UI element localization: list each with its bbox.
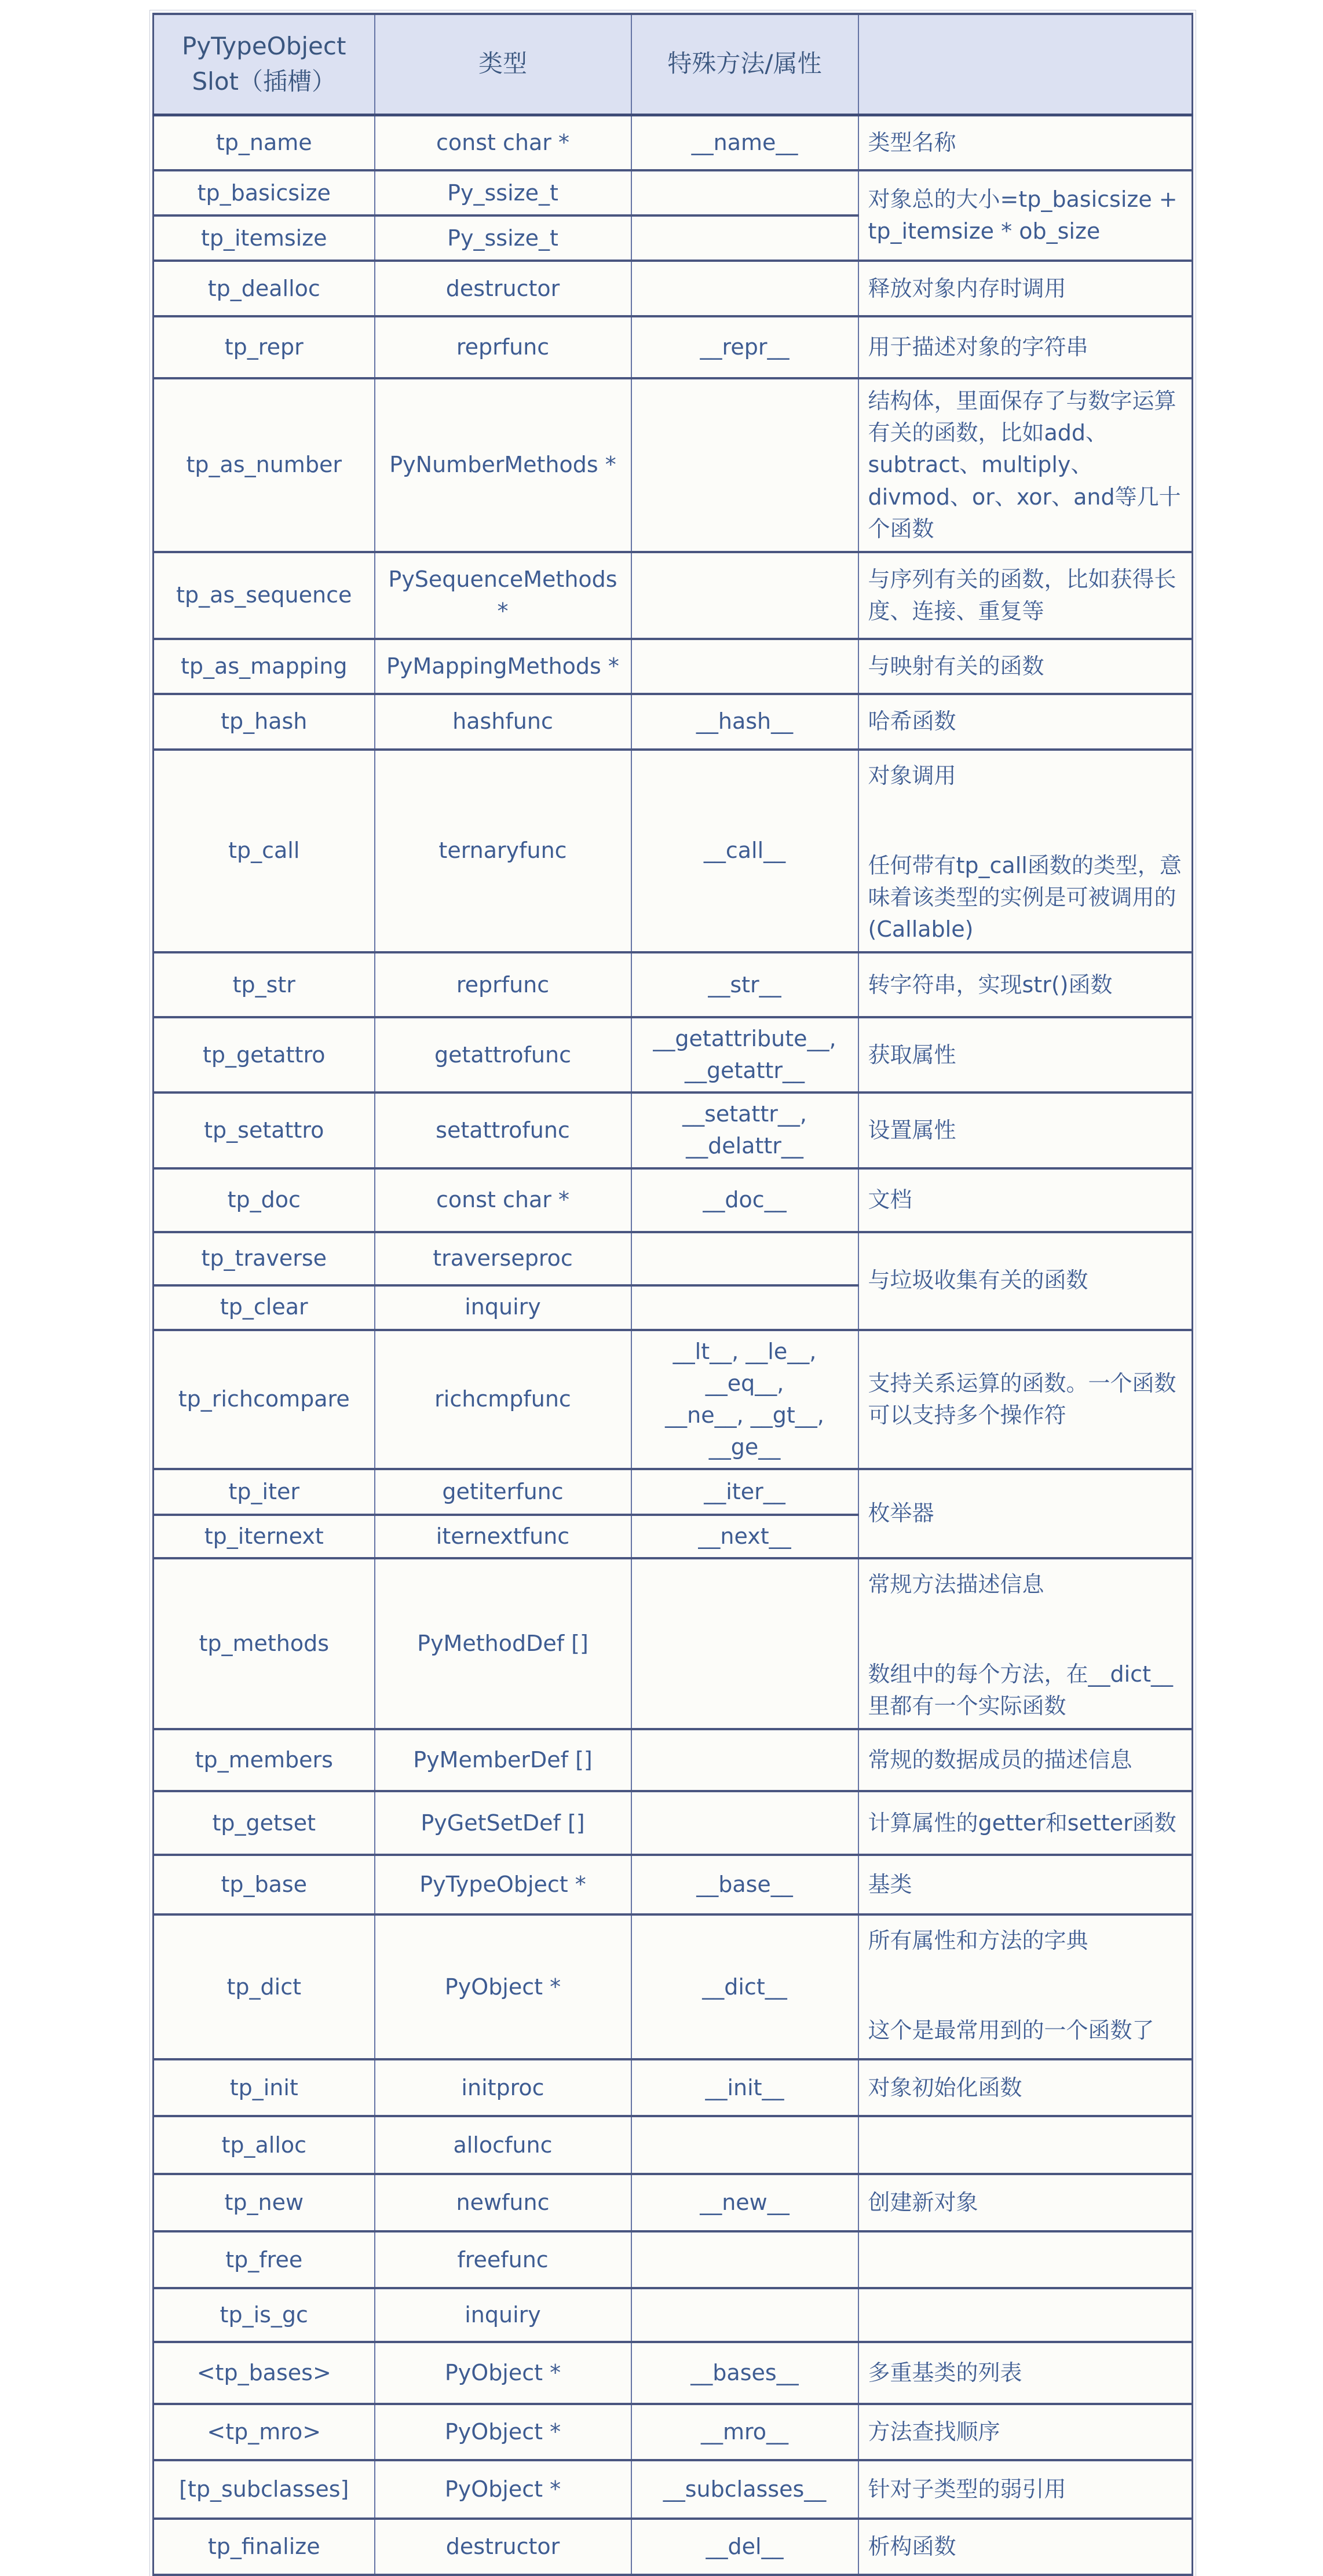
column-header	[858, 14, 1193, 115]
special-methods-cell	[631, 1515, 858, 1558]
special-method-line: __next__	[698, 1523, 791, 1549]
type-cell: reprfunc	[375, 316, 631, 378]
slot-cell: tp_repr	[154, 316, 375, 378]
special-methods-cell	[631, 2342, 858, 2404]
slot-cell: tp_new	[154, 2174, 375, 2231]
description-paragraph: 支持关系运算的函数。一个函数可以支持多个操作符	[868, 1370, 1176, 1428]
slot-cell: tp_base	[154, 1855, 375, 1914]
special-method-line: __base__	[696, 1872, 793, 1898]
description-paragraph: 常规方法描述信息	[868, 1571, 1044, 1597]
description-paragraph: 枚举器	[868, 1500, 934, 1526]
special-methods-cell	[631, 2288, 858, 2342]
table-row	[154, 1330, 1193, 1469]
table-row	[154, 2460, 1193, 2519]
table-row	[154, 1168, 1193, 1232]
special-methods-cell	[631, 552, 858, 639]
slot-cell: tp_richcompare	[154, 1330, 375, 1469]
slot-cell: [tp_subclasses]	[154, 2460, 375, 2519]
description-paragraph: 类型名称	[868, 129, 956, 155]
special-method-line: __bases__	[690, 2360, 799, 2386]
table-row	[154, 1855, 1193, 1914]
special-method-line: __hash__	[696, 708, 794, 735]
special-methods-cell	[631, 215, 858, 261]
type-cell: iternextfunc	[375, 1515, 631, 1558]
paragraph-gap	[868, 1957, 1183, 2015]
description-cell	[858, 1469, 1193, 1558]
description-cell	[858, 639, 1193, 694]
type-cell: richcmpfunc	[375, 1330, 631, 1469]
type-cell: PyGetSetDef []	[375, 1791, 631, 1855]
paragraph-gap	[868, 1601, 1183, 1658]
description-paragraph: 与垃圾收集有关的函数	[868, 1267, 1088, 1294]
type-cell: initproc	[375, 2059, 631, 2116]
type-cell: PyObject *	[375, 1914, 631, 2059]
column-header-line: Slot（插槽）	[192, 67, 336, 96]
table-header	[154, 14, 1193, 115]
description-cell	[858, 316, 1193, 378]
special-method-line: __delattr__	[686, 1133, 803, 1159]
description-paragraph: 文档	[868, 1186, 912, 1212]
special-method-line: __ge__	[708, 1434, 781, 1460]
table-row	[154, 316, 1193, 378]
slot-cell: tp_traverse	[154, 1232, 375, 1285]
table-row	[154, 1729, 1193, 1791]
slot-cell: tp_getset	[154, 1791, 375, 1855]
type-cell: newfunc	[375, 2174, 631, 2231]
description-paragraph: 与序列有关的函数，比如获得长度、连接、重复等	[868, 566, 1176, 624]
type-cell: PyTypeObject *	[375, 1855, 631, 1914]
type-cell: PyMethodDef []	[375, 1558, 631, 1729]
description-cell	[858, 170, 1193, 261]
description-cell	[858, 1558, 1193, 1729]
slot-cell: tp_alloc	[154, 2116, 375, 2174]
table-row	[154, 639, 1193, 694]
special-methods-cell	[631, 170, 858, 215]
special-method-line: __mro__	[700, 2419, 789, 2445]
special-method-line: __repr__	[700, 334, 790, 360]
special-methods-cell	[631, 2460, 858, 2519]
description-paragraph: 数组中的每个方法，在__dict__里都有一个实际函数	[868, 1661, 1173, 1719]
special-method-line: __dict__	[702, 1974, 787, 2000]
special-method-line: __call__	[703, 838, 786, 864]
type-cell: destructor	[375, 2519, 631, 2575]
special-method-line: __name__	[691, 129, 798, 155]
slot-cell: tp_basicsize	[154, 170, 375, 215]
description-cell	[858, 1791, 1193, 1855]
description-paragraph: 哈希函数	[868, 708, 956, 735]
special-methods-cell	[631, 378, 858, 551]
description-cell	[858, 1855, 1193, 1914]
description-paragraph: 获取属性	[868, 1042, 956, 1068]
special-methods-cell	[631, 1232, 858, 1285]
special-methods-cell	[631, 1017, 858, 1092]
type-cell: destructor	[375, 261, 631, 316]
description-paragraph: 常规的数据成员的描述信息	[868, 1747, 1132, 1773]
table-row	[154, 2404, 1193, 2460]
description-paragraph: 基类	[868, 1872, 912, 1898]
table-row	[154, 2519, 1193, 2575]
description-cell	[858, 2460, 1193, 2519]
table-row	[154, 2059, 1193, 2116]
special-methods-cell	[631, 1469, 858, 1515]
table-row	[154, 952, 1193, 1017]
description-cell	[858, 261, 1193, 316]
special-method-line: __str__	[708, 971, 781, 997]
type-cell: PyObject *	[375, 2404, 631, 2460]
description-paragraph: 所有属性和方法的字典	[868, 1928, 1088, 1954]
description-cell	[858, 2342, 1193, 2404]
slot-cell: tp_str	[154, 952, 375, 1017]
special-methods-cell	[631, 1855, 858, 1914]
table-row	[154, 1092, 1193, 1168]
description-paragraph: 对象初始化函数	[868, 2074, 1022, 2100]
slot-cell: tp_dict	[154, 1914, 375, 2059]
type-cell: PyMappingMethods *	[375, 639, 631, 694]
special-methods-cell	[631, 1729, 858, 1791]
type-cell: reprfunc	[375, 952, 631, 1017]
slot-cell: tp_init	[154, 2059, 375, 2116]
type-cell: getattrofunc	[375, 1017, 631, 1092]
special-methods-cell	[631, 1914, 858, 2059]
slot-cell: tp_free	[154, 2231, 375, 2288]
table-row	[154, 2231, 1193, 2288]
paragraph-gap	[868, 792, 1183, 850]
type-cell: getiterfunc	[375, 1469, 631, 1515]
special-methods-cell	[631, 115, 858, 170]
special-methods-cell	[631, 1791, 858, 1855]
type-cell: freefunc	[375, 2231, 631, 2288]
description-cell	[858, 750, 1193, 952]
slot-cell: tp_members	[154, 1729, 375, 1791]
description-cell	[858, 1330, 1193, 1469]
column-header-line: 类型	[478, 49, 527, 78]
description-paragraph: 结构体，里面保存了与数字运算有关的函数，比如add、subtract、multiply、divmod、or、xor、and等几十个函数	[868, 388, 1181, 542]
table-row	[154, 261, 1193, 316]
column-header-line: PyTypeObject	[182, 32, 346, 60]
slot-cell: tp_clear	[154, 1285, 375, 1330]
description-paragraph: 释放对象内存时调用	[868, 275, 1066, 301]
description-paragraph: 针对子类型的弱引用	[868, 2476, 1066, 2502]
table-row	[154, 170, 1193, 215]
description-cell	[858, 378, 1193, 551]
table-row	[154, 2342, 1193, 2404]
description-cell	[858, 2404, 1193, 2460]
description-paragraph: 这个是最常用到的一个函数了	[868, 2018, 1154, 2044]
type-cell: PyMemberDef []	[375, 1729, 631, 1791]
slot-cell: tp_iter	[154, 1469, 375, 1515]
header-row	[154, 14, 1193, 115]
description-paragraph: 任何带有tp_call函数的类型，意味着该类型的实例是可被调用的(Callable)	[868, 852, 1182, 942]
type-cell: PySequenceMethods *	[375, 552, 631, 639]
special-methods-cell	[631, 750, 858, 952]
description-paragraph: 析构函数	[868, 2534, 956, 2560]
slot-cell: tp_methods	[154, 1558, 375, 1729]
table-row	[154, 1791, 1193, 1855]
type-cell: PyNumberMethods *	[375, 378, 631, 551]
slot-cell: tp_itemsize	[154, 215, 375, 261]
column-header	[154, 14, 375, 115]
description-paragraph: 创建新对象	[868, 2190, 978, 2216]
column-header-line: 特殊方法/属性	[667, 49, 822, 78]
slot-cell: tp_finalize	[154, 2519, 375, 2575]
table-body	[154, 115, 1193, 2575]
description-paragraph: 对象总的大小=tp_basicsize + tp_itemsize * ob_size	[868, 187, 1178, 244]
table-row	[154, 1558, 1193, 1729]
special-method-line: __getattr__	[684, 1058, 805, 1084]
special-method-line: __lt__, __le__, __eq__,	[673, 1338, 817, 1396]
description-cell	[858, 2288, 1193, 2342]
special-methods-cell	[631, 1092, 858, 1168]
description-cell	[858, 2231, 1193, 2288]
special-methods-cell	[631, 639, 858, 694]
page	[152, 13, 1192, 2576]
slot-cell: tp_as_mapping	[154, 639, 375, 694]
special-method-line: __init__	[705, 2074, 784, 2100]
description-cell	[858, 115, 1193, 170]
special-method-line: __iter__	[704, 1478, 785, 1504]
table-row	[154, 115, 1193, 170]
type-cell: const char *	[375, 1168, 631, 1232]
description-cell	[858, 552, 1193, 639]
type-cell: Py_ssize_t	[375, 170, 631, 215]
table-row	[154, 1469, 1193, 1515]
special-method-line: __doc__	[703, 1186, 787, 1212]
table-row	[154, 694, 1193, 750]
special-methods-cell	[631, 952, 858, 1017]
table-row	[154, 552, 1193, 639]
special-methods-cell	[631, 1330, 858, 1469]
special-methods-cell	[631, 2174, 858, 2231]
description-paragraph: 设置属性	[868, 1117, 956, 1143]
description-cell	[858, 2059, 1193, 2116]
description-paragraph: 对象调用	[868, 762, 956, 788]
type-cell: traverseproc	[375, 1232, 631, 1285]
description-paragraph: 与映射有关的函数	[868, 653, 1044, 679]
slot-cell: tp_call	[154, 750, 375, 952]
description-cell	[858, 2174, 1193, 2231]
slot-cell: tp_getattro	[154, 1017, 375, 1092]
table-row	[154, 2116, 1193, 2174]
description-cell	[858, 952, 1193, 1017]
table-row	[154, 378, 1193, 551]
slot-cell: tp_doc	[154, 1168, 375, 1232]
special-methods-cell	[631, 2404, 858, 2460]
type-cell: inquiry	[375, 2288, 631, 2342]
special-methods-cell	[631, 1558, 858, 1729]
special-methods-cell	[631, 2116, 858, 2174]
slot-cell: tp_setattro	[154, 1092, 375, 1168]
slot-cell: tp_as_sequence	[154, 552, 375, 639]
description-paragraph: 计算属性的getter和setter函数	[868, 1810, 1176, 1836]
special-method-line: __del__	[706, 2534, 784, 2560]
table-row	[154, 2288, 1193, 2342]
column-header	[375, 14, 631, 115]
table-row	[154, 750, 1193, 952]
type-cell: PyObject *	[375, 2342, 631, 2404]
special-methods-cell	[631, 2059, 858, 2116]
type-cell: allocfunc	[375, 2116, 631, 2174]
special-methods-cell	[631, 1168, 858, 1232]
slot-cell: <tp_bases>	[154, 2342, 375, 2404]
description-cell	[858, 1168, 1193, 1232]
type-cell: ternaryfunc	[375, 750, 631, 952]
slot-cell: tp_name	[154, 115, 375, 170]
type-cell: setattrofunc	[375, 1092, 631, 1168]
slot-cell: tp_as_number	[154, 378, 375, 551]
special-method-line: __getattribute__,	[653, 1026, 836, 1052]
description-cell	[858, 1914, 1193, 2059]
type-cell: hashfunc	[375, 694, 631, 750]
description-paragraph: 用于描述对象的字符串	[868, 334, 1088, 360]
table-row	[154, 2174, 1193, 2231]
slot-cell: tp_dealloc	[154, 261, 375, 316]
special-method-line: __subclasses__	[663, 2476, 827, 2502]
special-methods-cell	[631, 316, 858, 378]
type-cell: inquiry	[375, 1285, 631, 1330]
description-cell	[858, 2116, 1193, 2174]
description-cell	[858, 1017, 1193, 1092]
special-methods-cell	[631, 2519, 858, 2575]
special-methods-cell	[631, 1285, 858, 1330]
special-method-line: __ne__, __gt__,	[665, 1402, 824, 1428]
type-cell: PyObject *	[375, 2460, 631, 2519]
slot-cell: tp_iternext	[154, 1515, 375, 1558]
table-row	[154, 1914, 1193, 2059]
column-header	[631, 14, 858, 115]
special-methods-cell	[631, 261, 858, 316]
description-paragraph: 方法查找顺序	[868, 2419, 1000, 2445]
description-cell	[858, 2519, 1193, 2575]
special-method-line: __new__	[700, 2190, 790, 2216]
special-methods-cell	[631, 694, 858, 750]
special-method-line: __setattr__,	[682, 1101, 807, 1127]
slot-cell: tp_is_gc	[154, 2288, 375, 2342]
table-row	[154, 1017, 1193, 1092]
pytypeobject-slot-table	[152, 13, 1193, 2576]
table-row	[154, 1232, 1193, 1285]
type-cell: const char *	[375, 115, 631, 170]
description-cell	[858, 1729, 1193, 1791]
slot-cell: <tp_mro>	[154, 2404, 375, 2460]
description-cell	[858, 694, 1193, 750]
description-paragraph: 多重基类的列表	[868, 2360, 1022, 2386]
slot-cell: tp_hash	[154, 694, 375, 750]
special-methods-cell	[631, 2231, 858, 2288]
description-paragraph: 转字符串，实现str()函数	[868, 971, 1113, 997]
type-cell: Py_ssize_t	[375, 215, 631, 261]
description-cell	[858, 1232, 1193, 1330]
description-cell	[858, 1092, 1193, 1168]
